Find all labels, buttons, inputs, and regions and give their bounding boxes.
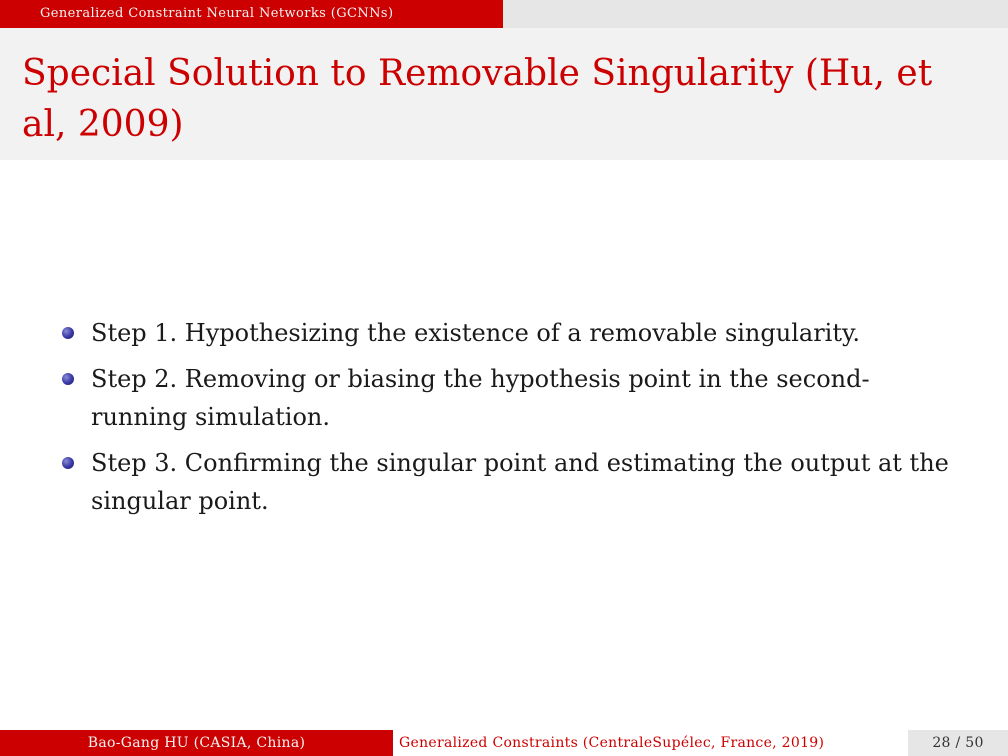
footer-title: Generalized Constraints (CentraleSupélec, France, 2019) bbox=[393, 730, 908, 756]
footer-bar bbox=[0, 730, 1008, 756]
bullet-text: Step 2. Removing or biasing the hypothesis point in the second-running simulation. bbox=[91, 365, 870, 431]
bullet-text: Step 3. Confirming the singular point and estimating the output at the singular point. bbox=[91, 449, 949, 515]
bullet-list bbox=[62, 314, 962, 528]
bullet-icon bbox=[62, 373, 74, 385]
header-bar bbox=[0, 0, 1008, 28]
footer-author: Bao-Gang HU (CASIA, China) bbox=[0, 730, 393, 756]
section-name: Generalized Constraint Neural Networks (GCNNs) bbox=[0, 0, 503, 28]
bullet-icon bbox=[62, 457, 74, 469]
bullet-icon bbox=[62, 327, 74, 339]
page-number: 28 / 50 bbox=[908, 730, 1008, 756]
bullet-item bbox=[62, 444, 962, 520]
bullet-text: Step 1. Hypothesizing the existence of a removable singularity. bbox=[91, 319, 860, 347]
slide-title: Special Solution to Removable Singularity (Hu, et al, 2009) bbox=[22, 53, 933, 145]
bullet-item bbox=[62, 314, 962, 352]
bullet-item bbox=[62, 360, 962, 436]
